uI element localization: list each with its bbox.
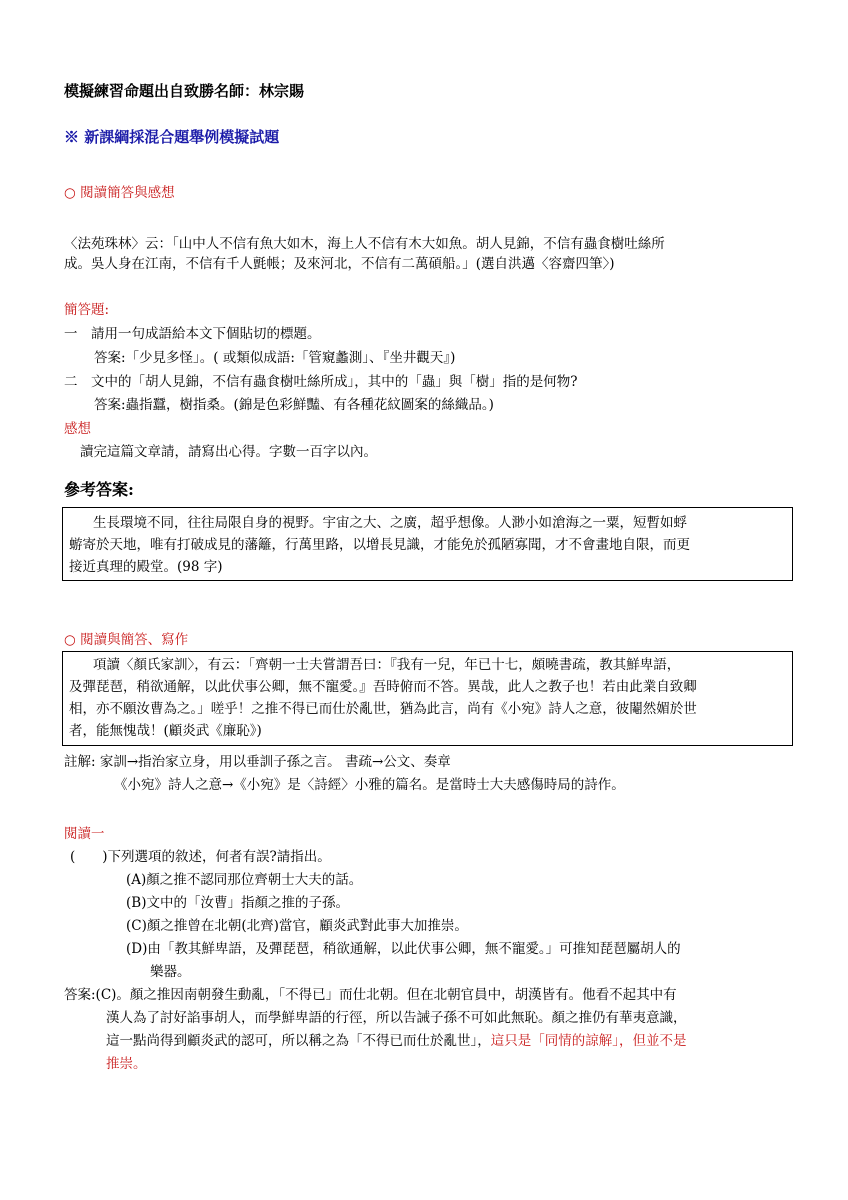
multiple-choice-question: ( )下列選項的敘述，何者有誤?請指出。: [70, 849, 331, 865]
section1-passage-line-2: 成。吳人身在江南，不信有千人氈帳；及來河北，不信有二萬碩船。」(選自洪邁〈容齋四筆〉): [64, 256, 615, 272]
answer-red-continued: 推崇。: [106, 1056, 147, 1072]
answer-line-2: 漢人為了討好諂事胡人，而學鮮卑語的行徑，所以告誡子孫不可如此無恥。顏之推仍有華夷意識，: [106, 1010, 687, 1026]
reference-answer-line-2: 蝣寄於天地，唯有打破成見的藩籬，行萬里路，以增長見識，才能免於孤陋寡聞，才不會畫地自限，而更: [69, 537, 690, 553]
question-1: 一 請用一句成語給本文下個貼切的標題。: [64, 326, 321, 342]
section1-passage-line-1: 〈法苑珠林〉云：「山中人不信有魚大如木，海上人不信有木大如魚。胡人見錦，不信有蟲食樹吐絲所: [64, 236, 665, 252]
feel-text: 讀完這篇文章請，請寫出心得。字數一百字以內。: [80, 444, 377, 460]
answer-red-text: 這只是「同情的諒解」，但並不是: [490, 1033, 687, 1049]
option-c: (C)顏之推曾在北朝(北齊)當官，顧炎武對此事大加推崇。: [126, 918, 468, 934]
answer-2: 答案:蟲指蠶，樹指桑。(錦是色彩鮮豔、有各種花紋圖案的絲織品。): [94, 397, 494, 413]
answer-line-3-text: 這一點尚得到顧炎武的認可，所以稱之為「不得已而仕於亂世」，: [106, 1033, 491, 1049]
section2-heading: ○ 閱讀與簡答、寫作: [64, 632, 189, 648]
page-title: 模擬練習命題出自致勝名師：林宗賜: [64, 82, 305, 100]
option-d-continued: 樂器。: [150, 964, 191, 980]
section2-passage-line-3: 相，亦不願汝曹為之。」嗟乎！之推不得已而仕於亂世，猶為此言，尚有《小宛》詩人之意，彼閹然媚於世: [69, 701, 697, 717]
option-b: (B)文中的「汝曹」指顏之推的子孫。: [126, 895, 349, 911]
question-2: 二 文中的「胡人見錦，不信有蟲食樹吐絲所成」，其中的「蟲」與「樹」指的是何物?: [64, 374, 578, 390]
note-1: 註解: 家訓→指治家立身，用以垂訓子孫之言。 書疏→公文、奏章: [64, 754, 451, 770]
feel-label: 感想: [64, 421, 91, 437]
section2-passage-box: [62, 651, 793, 746]
section2-passage-line-4: 者，能無愧哉！(顧炎武《廉恥》): [69, 723, 262, 739]
note-2: 《小宛》詩人之意→《小宛》是〈詩經〉小雅的篇名。是當時士大夫感傷時局的詩作。: [114, 777, 625, 793]
section2-passage-line-1: 項讀〈顏氏家訓〉，有云：「齊朝一士夫嘗謂吾曰：『我有一兒，年已十七，頗曉書疏，教其鮮卑語，: [93, 657, 681, 673]
option-d: (D)由「教其鮮卑語，及彈琵琶，稍欲通解，以此伏事公卿，無不寵愛。」可推知琵琶屬胡人的: [126, 941, 681, 957]
answer-1: 答案:「少見多怪」。( 或類似成語:「管窺蠡測」、『坐井觀天』): [94, 350, 456, 366]
answer-line-1: 答案:(C)。顏之推因南朝發生動亂，「不得已」而仕北朝。但在北朝官員中，胡漢皆有。他看不起其中有: [64, 987, 677, 1003]
subtitle: ※ 新課綱採混合題舉例模擬試題: [64, 128, 280, 146]
reading-1-label: 閱讀一: [64, 826, 105, 842]
option-a: (A)顏之推不認同那位齊朝士大夫的話。: [126, 872, 363, 888]
short-question-label: 簡答題:: [64, 302, 110, 318]
reference-answer-label: 參考答案:: [64, 480, 134, 499]
reference-answer-line-3: 接近真理的殿堂。(98 字): [69, 559, 223, 575]
reference-answer-box: [62, 507, 793, 581]
reference-answer-line-1: 生長環境不同，往往局限自身的視野。宇宙之大、之廣，超乎想像。人渺小如滄海之一粟，短暫如蜉: [93, 515, 687, 531]
section1-heading: ○ 閱讀簡答與感想: [64, 185, 175, 201]
section2-passage-line-2: 及彈琵琶，稍欲通解，以此伏事公卿，無不寵愛。』吾時俯而不答。異哉，此人之教子也！若由此業自致卿: [69, 679, 697, 695]
answer-line-3: [106, 1029, 687, 1049]
